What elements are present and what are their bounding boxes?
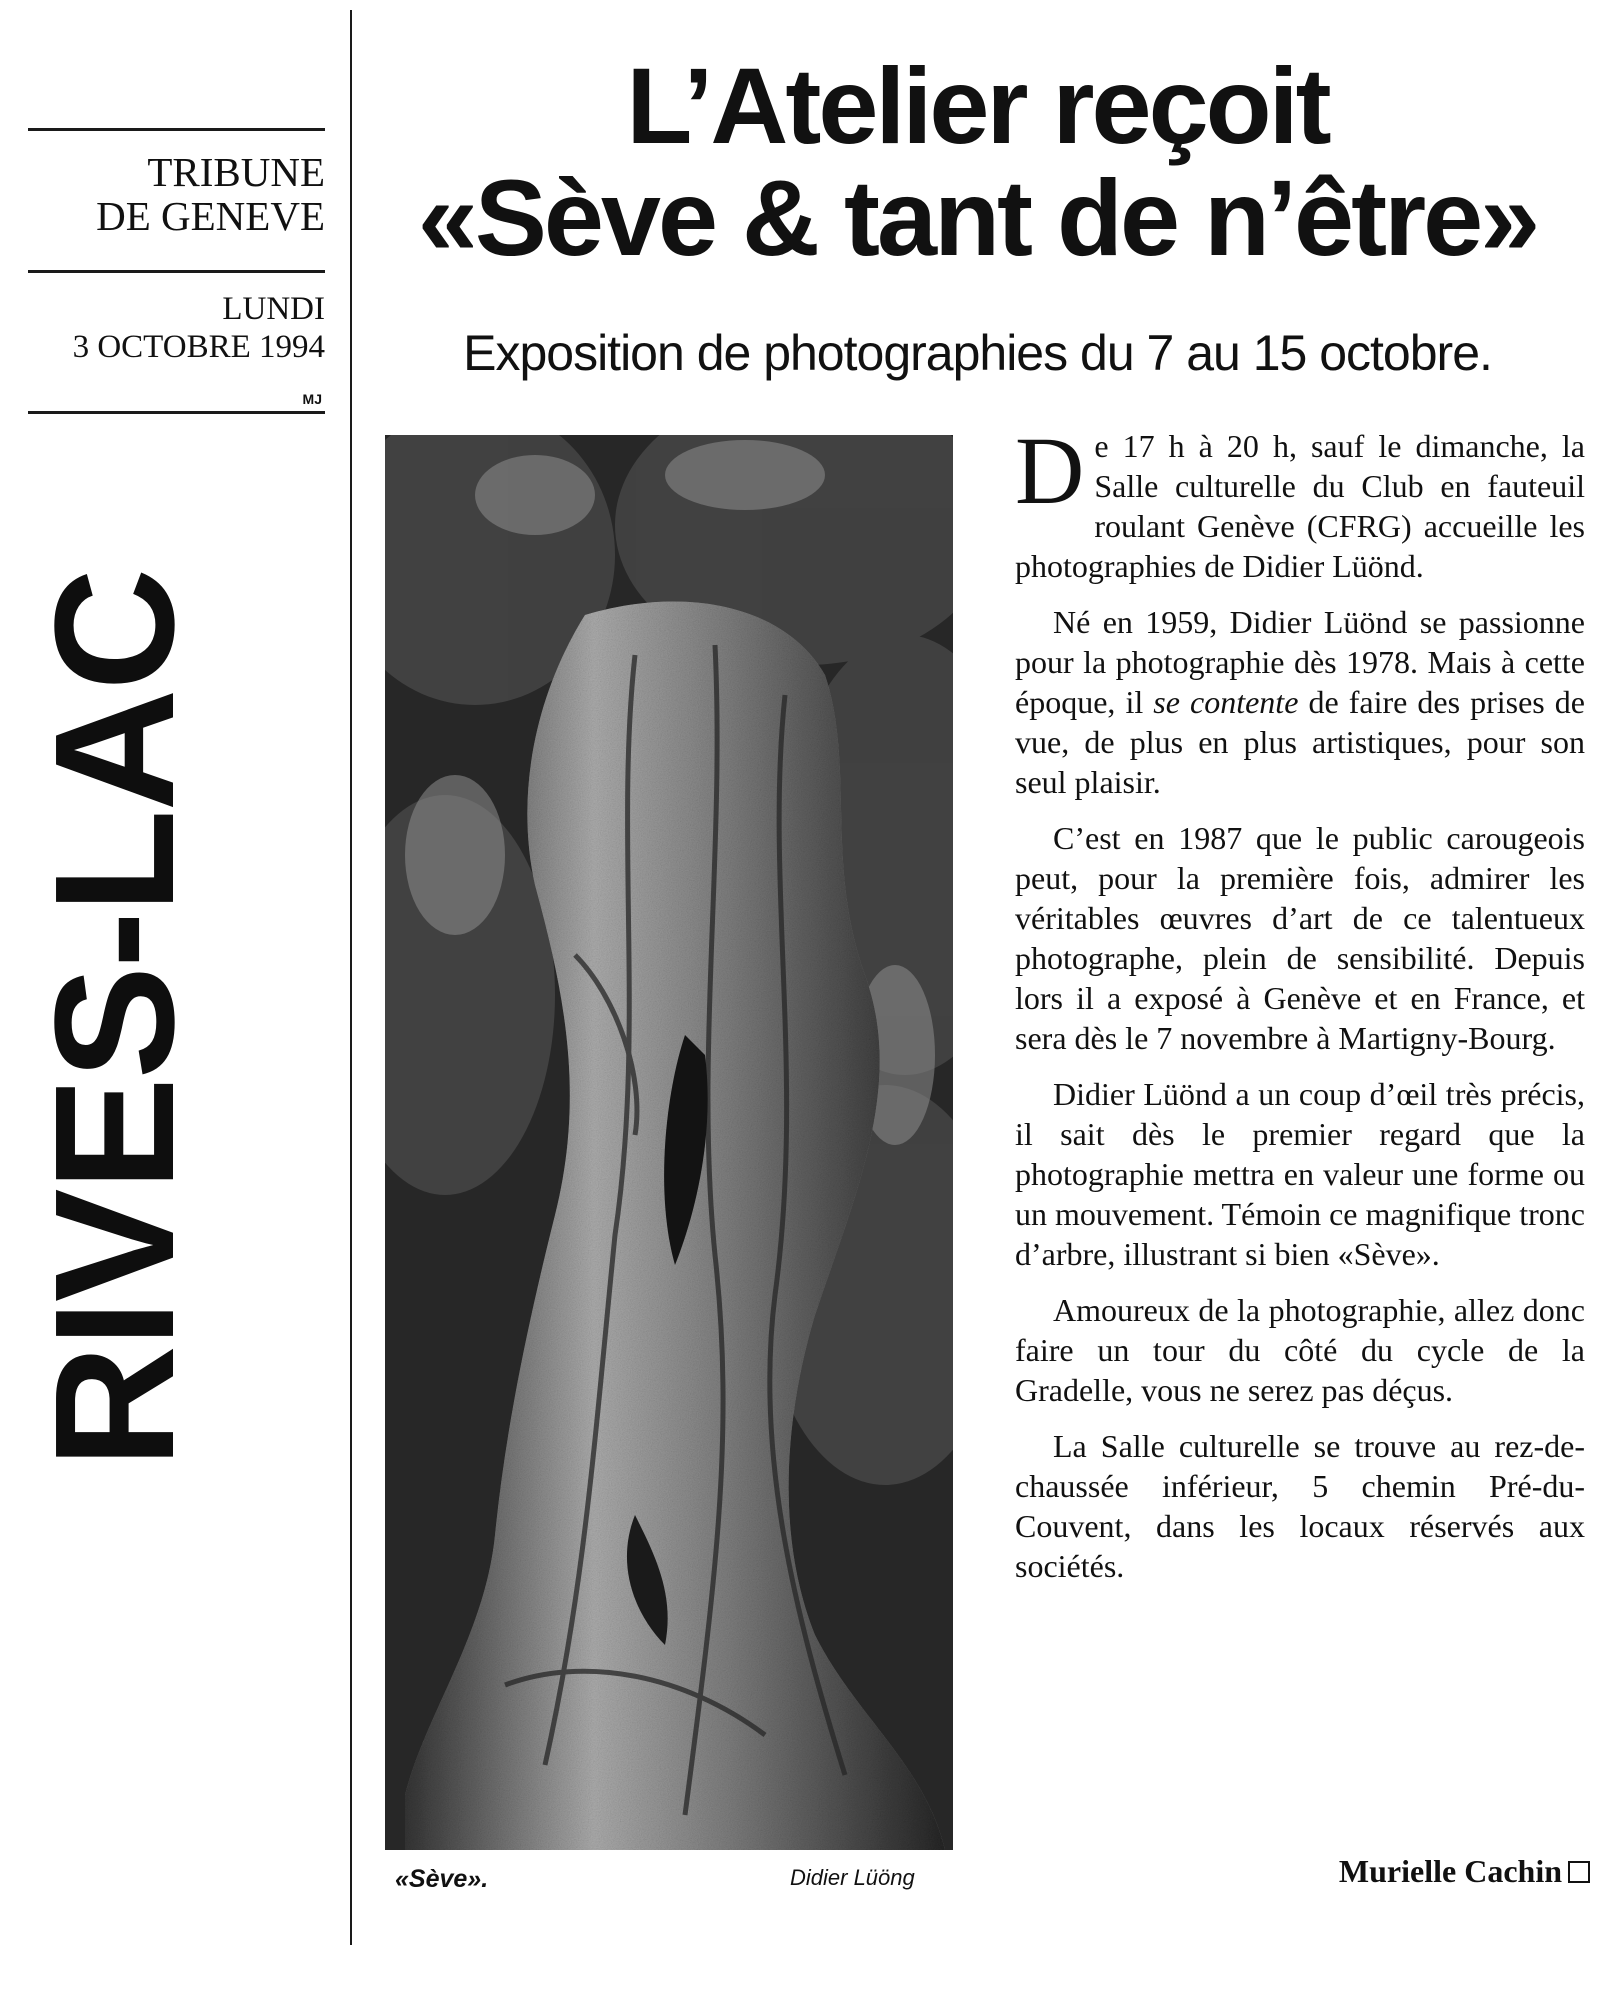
article-paragraph	[1015, 417, 1585, 586]
tree-trunk-illustration	[385, 435, 953, 1850]
date-full: 3 OCTOBRE 1994	[72, 329, 325, 365]
masthead-rule-top	[28, 128, 325, 131]
masthead-rule-bottom	[28, 411, 325, 414]
paragraph-2-italic: se contente	[1153, 684, 1299, 720]
publication-line1: TRIBUNE	[147, 149, 325, 195]
column-divider	[350, 10, 352, 1945]
article-paragraph: Amoureux de la photographie, allez donc faire un tour du côté du cycle de la Gradelle, vous ne serez pas déçus.	[1015, 1292, 1585, 1408]
publication-line2: DE GENEVE	[96, 193, 325, 239]
paragraph-2-text-end: de faire des prises de vue, de plus en plus artistiques, pour son seul plaisir.	[1015, 684, 1586, 800]
subheadline: Exposition de photographies du 7 au 15 octobre.	[463, 325, 1492, 381]
photo-caption: «Sève».	[395, 1865, 489, 1893]
paragraph-2-text: Né en 1959, Didier Lüönd se passionne pour la photographie dès 1978. Mais à cette époque, il	[1015, 604, 1585, 720]
author-signature	[1339, 1853, 1590, 1890]
paragraph-1-text: e 17 h à 20 h, sauf le dimanche, la Salle culturelle du Club en fauteuil roulant Genève (CFRG) accueille les photographies de Didier Lüönd.	[1015, 428, 1585, 584]
date-weekday: LUNDI	[222, 291, 325, 327]
editor-initials: MJ	[302, 391, 322, 407]
author-name: Murielle Cachin	[1338, 1853, 1562, 1889]
publication-date	[28, 290, 325, 366]
tree-trunk-photo	[385, 435, 953, 1850]
article-body	[1015, 417, 1586, 1602]
drop-cap: D	[1015, 417, 1085, 524]
publication-name	[28, 150, 325, 238]
article-paragraph: Didier Lüönd a un coup d’œil très précis, il sait dès le premier regard que la photographie mettra en valeur une forme ou un mouvement. Témoin ce magnifique tronc d’arbre, illustrant si bien «Sève».	[1015, 1076, 1585, 1272]
headline	[355, 45, 1600, 278]
headline-line1: L’Atelier reçoit	[626, 45, 1329, 166]
article-paragraph	[1015, 602, 1585, 802]
end-mark-icon	[1568, 1861, 1590, 1883]
article-paragraph: C’est en 1987 que le public carougeois peut, pour la première fois, admirer les véritables œuvres d’art de ce talentueux photographe, plein de sensibilité. Depuis lors il a exposé à Genève et en France, et sera dès le 7 novembre à Martigny-Bourg.	[1015, 820, 1585, 1056]
headline-line2: «Sève & tant de n’être»	[417, 157, 1538, 278]
article-paragraph: La Salle culturelle se trouve au rez-de-chaussée inférieur, 5 chemin Pré-du-Couvent, dans les locaux réservés aux sociétés.	[1015, 1428, 1585, 1584]
section-title: RIVES-LAC	[20, 569, 210, 1468]
photo-credit: Didier Lüöng	[790, 1865, 915, 1890]
masthead-rule-middle	[28, 270, 325, 273]
